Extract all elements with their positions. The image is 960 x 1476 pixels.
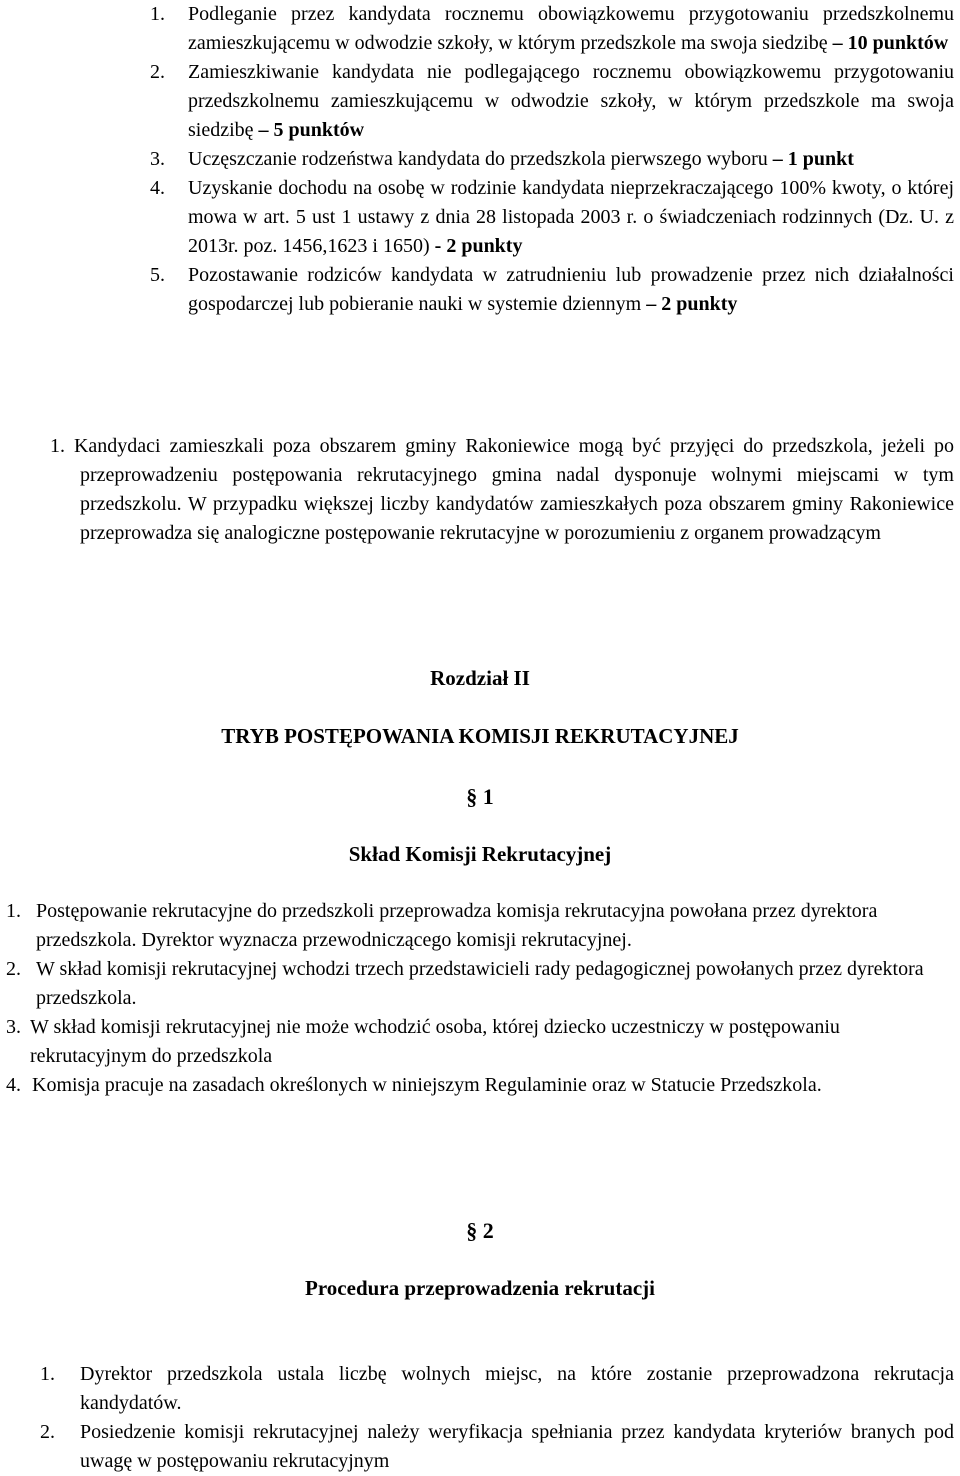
list-number: 3. (6, 1016, 21, 1038)
list-item (6, 1071, 930, 1100)
criteria-item (150, 261, 954, 319)
list-item-text: Postępowanie rekrutacyjne do przedszkoli przeprowadza komisja rekrutacyjna powołana przez dyrektora przedszkola. Dyrektor wyznacza przewodniczącego komisji rekrutacyjnej. (36, 900, 878, 951)
criteria-text: Pozostawanie rodziców kandydata w zatrudnieniu lub prowadzenie przez nich działalności gospodarczej lub pobieranie nauki w systemie dziennym – 2 punkty (188, 264, 954, 315)
list-item-text: Dyrektor przedszkola ustala liczbę wolnych miejsc, na które zostanie przeprowadzona rekrutacja kandydatów. (80, 1363, 954, 1414)
list-item (6, 955, 930, 1013)
list-number: 2. (40, 1421, 55, 1443)
list-item (40, 1360, 954, 1418)
list-number: 4. (6, 1074, 21, 1096)
nonresident-paragraph (50, 432, 955, 548)
criteria-text: Uczęszczanie rodzeństwa kandydata do przedszkola pierwszego wyboru – 1 punkt (188, 148, 854, 170)
section-title: Skład Komisji Rekrutacyjnej (348, 842, 612, 866)
list-number: 1. (40, 1363, 55, 1385)
list-number: 2. (6, 958, 21, 980)
criteria-item (150, 145, 954, 174)
section-title: Procedura przeprowadzenia rekrutacji (305, 1276, 655, 1300)
list-number: 2. (150, 61, 165, 83)
paragraph-text: Kandydaci zamieszkali poza obszarem gminy Rakoniewice mogą być przyjęci do przedszkola, jeżeli po przeprowadzeniu postępowania rekrutacyjnego gmina nadal dysponuje wolnymi miejscami w tym przedszkolu. W przypadku większej liczby kandydatów zamieszkałych poza obszarem gminy Rakoniewice przeprowadza się analogiczne postępowanie rekrutacyjne w porozumieniu z organem prowadzącym (73, 435, 955, 544)
criteria-points: – 1 punkt (772, 148, 854, 170)
section2-list (40, 1360, 954, 1476)
list-number: 3. (150, 148, 165, 170)
list-item (6, 897, 930, 955)
criteria-points: – 5 punktów (258, 119, 365, 141)
section-mark: § 2 (466, 1218, 494, 1243)
list-number: 1. (50, 435, 65, 457)
criteria-item (150, 174, 954, 261)
criteria-points: - 2 punkty (434, 235, 523, 257)
criteria-item (150, 0, 954, 58)
chapter-title: TRYB POSTĘPOWANIA KOMISJI REKRUTACYJNEJ (221, 724, 739, 748)
criteria-points: – 2 punkty (646, 293, 738, 315)
criteria-list (150, 0, 954, 319)
list-number: 4. (150, 177, 165, 199)
criteria-text: Podleganie przez kandydata rocznemu obowiązkowemu przygotowaniu przedszkolnemu zamieszkującemu w odwodzie szkoły, w którym przedszkole ma swoja siedzibę – 10 punktów (188, 3, 954, 54)
section-mark: § 1 (466, 784, 494, 809)
criteria-text: Zamieszkiwanie kandydata nie podlegającego rocznemu obowiązkowemu przygotowaniu przedszkolnemu zamieszkującemu w odwodzie szkoły, w którym przedszkole ma swoja siedzibę – 5 punktów (188, 61, 954, 141)
criteria-text: Uzyskanie dochodu na osobę w rodzinie kandydata nieprzekraczającego 100% kwoty, o której mowa w art. 5 ust 1 ustawy z dnia 28 listopada 2003 r. o świadczeniach rodzinnych (Dz. U. z 2013r. poz. 1456,1623 i 1650) - 2 punkty (188, 177, 954, 257)
list-item (6, 1013, 930, 1071)
list-item-text: W skład komisji rekrutacyjnej nie może wchodzić osoba, której dziecko uczestniczy w postępowaniu rekrutacyjnym do przedszkola (30, 1016, 840, 1067)
list-number: 1. (6, 900, 21, 922)
chapter-label: Rozdział II (430, 666, 530, 690)
list-item (40, 1418, 954, 1476)
section1-list (6, 897, 930, 1100)
list-number: 1. (150, 3, 165, 25)
list-item-text: W skład komisji rekrutacyjnej wchodzi trzech przedstawicieli rady pedagogicznej powołanych przez dyrektora przedszkola. (36, 958, 924, 1009)
list-item-text: Posiedzenie komisji rekrutacyjnej należy weryfikacja spełniania przez kandydata kryteriów branych pod uwagę w postępowaniu rekrutacyjnym (80, 1421, 954, 1472)
list-number: 5. (150, 264, 165, 286)
criteria-points: – 10 punktów (832, 32, 949, 54)
criteria-item (150, 58, 954, 145)
list-item-text: Komisja pracuje na zasadach określonych w niniejszym Regulaminie oraz w Statucie Przedszkola. (32, 1074, 822, 1096)
